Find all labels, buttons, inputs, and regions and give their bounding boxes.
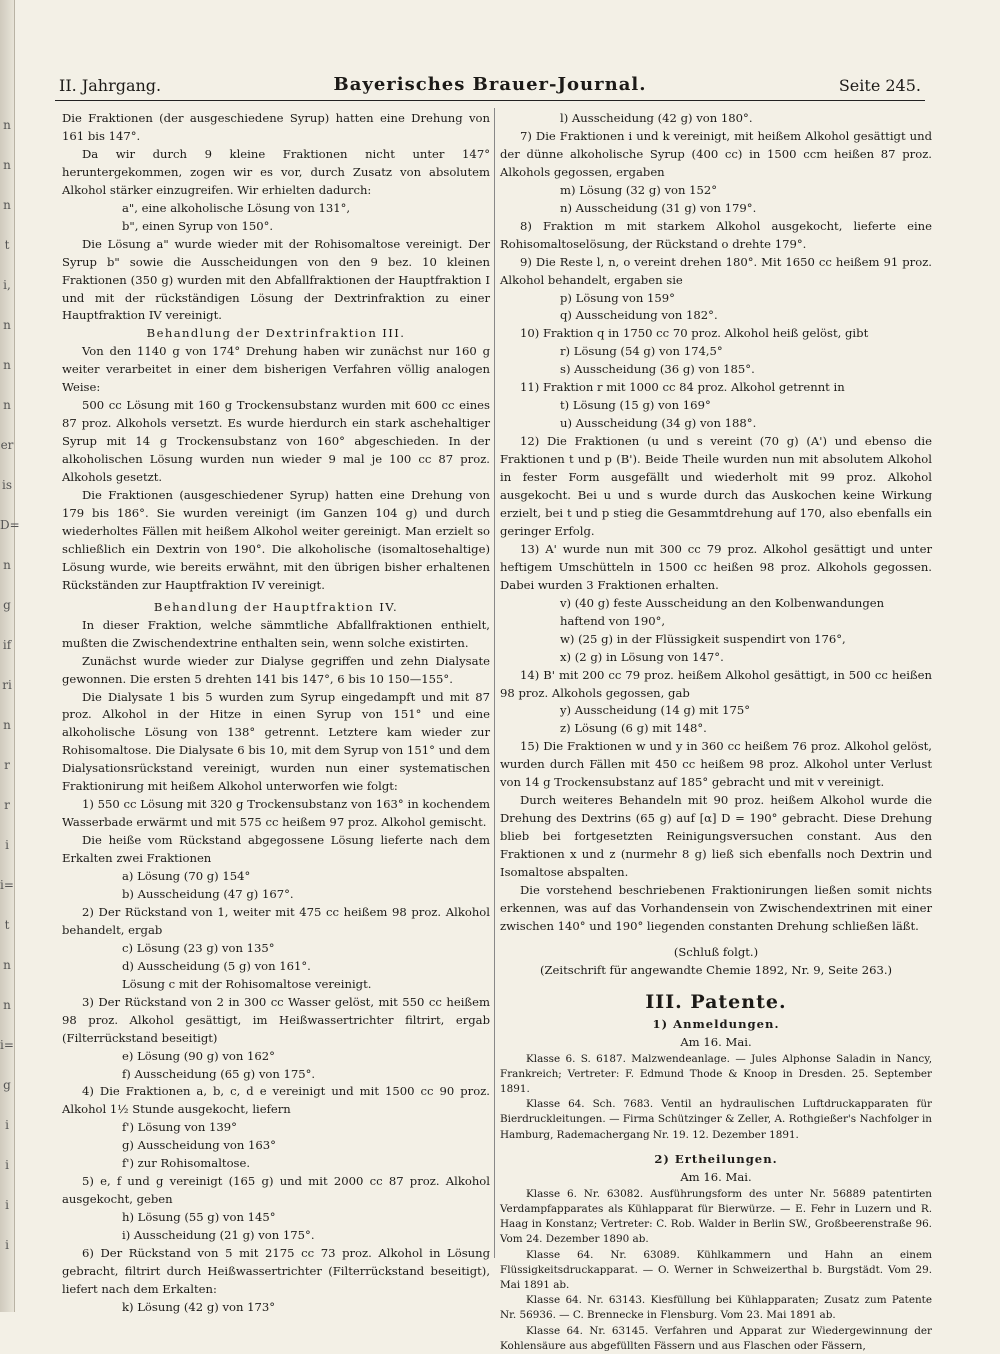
paragraph: a) Lösung (70 g) 154° bbox=[122, 869, 251, 884]
edge-fragment: i bbox=[5, 1158, 9, 1172]
adjacent-page-edge bbox=[0, 0, 20, 1312]
paragraph: p) Lösung von 159° bbox=[560, 290, 675, 305]
patent-entry: Klasse 6. Nr. 63082. Ausführungsform des unter Nr. 56889 patentirten Verdampfapparates als Kühlapparat für Bierwürze. — E. Fehr in Luzern und R. Haag in Konstanz; Vertreter: C. Rob. Walder in Berlin SW., Großbeerenstraße 96. Vom 24. Dezember 1890 ab. bbox=[500, 1187, 932, 1246]
volume-label: II. Jahrgang. bbox=[59, 76, 162, 95]
paragraph: y) Ausscheidung (14 g) mit 175° bbox=[560, 703, 751, 718]
edge-fragment: n bbox=[3, 358, 11, 372]
paragraph: a", eine alkoholische Lösung von 131°, bbox=[122, 200, 351, 215]
column-divider bbox=[494, 108, 495, 1258]
paragraph: (Schluß folgt.) bbox=[673, 944, 759, 959]
edge-fragment: er bbox=[0, 438, 14, 452]
paragraph: t) Lösung (15 g) von 169° bbox=[560, 398, 711, 413]
paragraph: x) (2 g) in Lösung von 147°. bbox=[560, 649, 724, 664]
paragraph: Die Fraktionen (ausgeschiedener Syrup) hatten eine Drehung von 179 bis 186°. Sie wurden vereinigt (im Ganzen 104 g) und durch wiederholtes Fällen mit heißem Alkohol weiter gereinigt. Man erzielt so schließlich ein Dextrin von 190°. Die alkoholische (isomaltosehaltige) Lösung wurde, wie bereits erwähnt, mit den übrigen bisher erhaltenen Rückständen zur Hauptfraktion IV vereinigt. bbox=[62, 488, 490, 592]
edge-fragment: i= bbox=[0, 1038, 14, 1052]
paragraph: c) Lösung (23 g) von 135° bbox=[122, 940, 275, 955]
patent-entry: Klasse 64. Sch. 7683. Ventil an hydraulischen Luftdruckapparaten für Bierdruckleitungen. — Firma Schützinger & Zeller, A. Rothgießer's Nachfolger in Hamburg, Rademachergang Nr. 19. 12. Dezember 1891. bbox=[500, 1098, 932, 1141]
paragraph: 12) Die Fraktionen (u und s vereint (70 g) (A') und ebenso die Fraktionen t und p (B'). Beide Theile wurden nun mit absolutem Alkohol in fester Form ausgefällt und wiederholt mit 99 proz. Alkohol ausgekocht. Bei u und s wurde durch das Auskochen keine Wirkung erzielt, bei t und p stieg die Gesammtdrehung auf 170, also ebenfalls ein geringer Erfolg. bbox=[500, 434, 932, 538]
paragraph: i) Ausscheidung (21 g) von 175°. bbox=[122, 1228, 315, 1243]
grants-date: Am 16. Mai. bbox=[680, 1169, 752, 1184]
paragraph: 14) B' mit 200 cc 79 proz. heißem Alkohol gesättigt, in 500 cc heißen 98 proz. Alkohols gegossen, gab bbox=[500, 667, 932, 700]
edge-fragment: n bbox=[3, 558, 11, 572]
paragraph: Zunächst wurde wieder zur Dialyse gegriffen und zehn Dialysate gewonnen. Die ersten 5 drehten 141 bis 147°, 6 bis 10 150—155°. bbox=[62, 653, 490, 686]
article-continuation bbox=[500, 110, 932, 980]
patent-entry: Klasse 64. Nr. 63145. Verfahren und Apparat zur Wiedergewinnung der Kohlensäure aus abgefüllten Fässern und aus Flaschen oder Fässern, bbox=[500, 1324, 932, 1352]
paragraph: Die Fraktionen (der ausgeschiedene Syrup) hatten eine Drehung von 161 bis 147°. bbox=[62, 111, 490, 143]
applications-heading: 1) Anmeldungen. bbox=[652, 1016, 780, 1031]
paragraph: d) Ausscheidung (5 g) von 161°. bbox=[122, 958, 311, 973]
edge-fragment: g bbox=[3, 598, 11, 612]
paragraph: s) Ausscheidung (36 g) von 185°. bbox=[560, 362, 755, 377]
paragraph: f) Ausscheidung (65 g) von 175°. bbox=[122, 1066, 316, 1081]
paragraph: f') zur Rohisomaltose. bbox=[122, 1156, 251, 1171]
right-column bbox=[500, 110, 932, 1354]
paragraph: w) (25 g) in der Flüssigkeit suspendirt von 176°, bbox=[560, 631, 846, 646]
paragraph: Die vorstehend beschriebenen Fraktionirungen ließen somit nichts erkennen, was auf das Vorhandensein von Zwischendextrinen mit einer zwischen 140° und 190° liegenden constanten Drehung schließen läßt. bbox=[500, 882, 932, 933]
paragraph: v) (40 g) feste Ausscheidung an den Kolbenwandungen haftend von 190°, bbox=[560, 595, 885, 628]
edge-fragment: n bbox=[3, 318, 11, 332]
paragraph: Die Dialysate 1 bis 5 wurden zum Syrup eingedampft und mit 87 proz. Alkohol in der Hitze in einen Syrup von 151° und eine alkoholische Lösung von 138° getrennt. Letztere kam wieder zur Rohisomaltose. Die Dialysate 6 bis 10, mit dem Syrup von 151° und dem Dialysationsrückstand vereinigt, wurden nun einer systematischen Fraktionirung mit heißem Alkohol unterworfen wie folgt: bbox=[62, 689, 490, 794]
section-gap bbox=[500, 980, 932, 988]
edge-fragment: n bbox=[3, 118, 11, 132]
grants-list bbox=[500, 1187, 932, 1354]
paragraph: Durch weiteres Behandeln mit 90 proz. heißem Alkohol wurde die Drehung des Dextrins (65 g) auf [α] D = 190° gebracht. Diese Drehung blieb bei fortgesetzten Reinigungsversuchen constant. Aus den Fraktionen x und z (nurmehr 8 g) ließ sich ebenfalls noch Dextrin und Isomaltose abspalten. bbox=[500, 793, 932, 880]
paragraph: 11) Fraktion r mit 1000 cc 84 proz. Alkohol getrennt in bbox=[520, 380, 845, 395]
paragraph: In dieser Fraktion, welche sämmtliche Abfallfraktionen enthielt, mußten die Zwischendextrine enthalten sein, wenn solche existirten. bbox=[62, 617, 490, 650]
patent-entry: Klasse 6. S. 6187. Malzwendeanlage. — Jules Alphonse Saladin in Nancy, Frankreich; Vertreter: F. Edmund Thode & Knoop in Dresden. 25. September 1891. bbox=[500, 1052, 932, 1096]
paragraph: n) Ausscheidung (31 g) von 179°. bbox=[560, 200, 757, 215]
patent-entry: Klasse 64. Nr. 63089. Kühlkammern und Hahn an einem Flüssigkeitsdruckapparat. — O. Werner in Schweizerthal b. Burgstädt. Vom 29. Mai 1891 ab. bbox=[500, 1248, 932, 1291]
applications-list bbox=[500, 1052, 932, 1143]
patent-entry: Klasse 64. Nr. 63143. Kiesfüllung bei Kühlapparaten; Zusatz zum Patente Nr. 56936. — C. Brennecke in Flensburg. Vom 23. Mai 1891 ab. bbox=[500, 1294, 932, 1322]
edge-fragment: i= bbox=[0, 878, 14, 892]
paragraph: 13) A' wurde nun mit 300 cc 79 proz. Alkohol gesättigt und unter heftigem Umschütteln in 1500 cc heißen 98 proz. Alkohols gegossen. Dabei wurden 3 Fraktionen erhalten. bbox=[500, 541, 932, 592]
paragraph: r) Lösung (54 g) von 174,5° bbox=[560, 344, 723, 359]
paragraph: l) Ausscheidung (42 g) von 180°. bbox=[560, 111, 753, 125]
edge-fragment: r bbox=[4, 758, 10, 772]
patents-section bbox=[500, 988, 932, 1354]
paragraph: 2) Der Rückstand von 1, weiter mit 475 cc heißem 98 proz. Alkohol behandelt, ergab bbox=[62, 904, 490, 937]
edge-fragment: is bbox=[2, 478, 12, 492]
paragraph: 6) Der Rückstand von 5 mit 2175 cc 73 proz. Alkohol in Lösung gebracht, filtrirt durch Heißwassertrichter (Filterrückstand beseitigt), liefert nach dem Erkalten: bbox=[62, 1246, 490, 1296]
page-number: Seite 245. bbox=[838, 76, 921, 95]
applications-date: Am 16. Mai. bbox=[680, 1034, 752, 1049]
paragraph: 3) Der Rückstand von 2 in 300 cc Wasser gelöst, mit 550 cc heißem 98 proz. Alkohol gesättigt, im Heißwassertrichter filtrirt, ergab (Filterrückstand beseitigt) bbox=[62, 994, 490, 1045]
edge-fragment: i bbox=[5, 1198, 9, 1212]
page-header bbox=[55, 74, 925, 101]
edge-fragment: if bbox=[2, 638, 12, 652]
paragraph: k) Lösung (42 g) von 173° bbox=[122, 1299, 276, 1314]
paragraph: 10) Fraktion q in 1750 cc 70 proz. Alkohol heiß gelöst, gibt bbox=[520, 326, 869, 341]
paragraph bbox=[500, 936, 932, 944]
paragraph: Behandlung der Hauptfraktion IV. bbox=[153, 599, 399, 614]
paragraph: u) Ausscheidung (34 g) von 188°. bbox=[560, 416, 757, 431]
paragraph: 7) Die Fraktionen i und k vereinigt, mit heißem Alkohol gesättigt und der dünne alkoholische Syrup (400 cc) in 1500 ccm heißen 87 proz. Alkohols gegossen, ergaben bbox=[500, 128, 932, 179]
edge-fragment: n bbox=[3, 158, 11, 172]
paragraph: 15) Die Fraktionen w und y in 360 cc heißem 76 proz. Alkohol gelöst, wurden durch Fällen mit 450 cc heißem 98 proz. Alkohol unter Verlust von 14 g Trockensubstanz auf 185° gebracht und mit v vereinigt. bbox=[500, 739, 932, 790]
paragraph: Behandlung der Dextrinfraktion III. bbox=[146, 326, 406, 341]
paragraph: Von den 1140 g von 174° Drehung haben wir zunächst nur 160 g weiter verarbeitet in einer dem bisherigen Verfahren völlig analogen Weise: bbox=[62, 344, 490, 395]
paragraph: 4) Die Fraktionen a, b, c, d e vereinigt und mit 1500 cc 90 proz. Alkohol 1½ Stunde ausgekocht, liefern bbox=[62, 1084, 490, 1117]
edge-fragment: r bbox=[4, 798, 10, 812]
paragraph: b) Ausscheidung (47 g) 167°. bbox=[122, 886, 294, 901]
edge-fragment: i bbox=[5, 1238, 9, 1252]
left-column bbox=[62, 110, 490, 1317]
paragraph: Die heiße vom Rückstand abgegossene Lösung lieferte nach dem Erkalten zwei Fraktionen bbox=[62, 833, 490, 866]
paragraph: Da wir durch 9 kleine Fraktionen nicht unter 147° heruntergekommen, zogen wir es vor, durch Zusatz von absolutem Alkohol stärker einzugreifen. Wir erhielten dadurch: bbox=[62, 146, 490, 197]
edge-fragment: i, bbox=[3, 278, 11, 292]
paragraph: Die Lösung a" wurde wieder mit der Rohisomaltose vereinigt. Der Syrup b" sowie die Ausscheidungen von den 9 bez. 10 kleinen Fraktionen (350 g) wurden mit den Abfallfraktionen der Hauptfraktion I und mit der rückständigen Lösung der Dextrinfraktion zu einer Hauptfraktion IV vereinigt. bbox=[62, 236, 490, 323]
edge-fragment: n bbox=[3, 998, 11, 1012]
edge-fragment: g bbox=[3, 1078, 11, 1092]
paragraph: 8) Fraktion m mit starkem Alkohol ausgekocht, lieferte eine Rohisomaltoselösung, der Rückstand o drehte 179°. bbox=[500, 218, 932, 251]
section-gap bbox=[500, 1143, 932, 1151]
paragraph: f') Lösung von 139° bbox=[122, 1120, 237, 1135]
paragraph: q) Ausscheidung von 182°. bbox=[560, 308, 718, 323]
edge-fragment: D= bbox=[0, 518, 20, 532]
paragraph: g) Ausscheidung von 163° bbox=[122, 1138, 276, 1153]
grants-heading: 2) Ertheilungen. bbox=[654, 1151, 778, 1166]
edge-fragment: t bbox=[4, 918, 10, 932]
patents-heading: III. Patente. bbox=[645, 990, 787, 1013]
edge-fragment: t bbox=[4, 238, 10, 252]
paragraph: h) Lösung (55 g) von 145° bbox=[122, 1210, 276, 1225]
paragraph: 9) Die Reste l, n, o vereint drehen 180°. Mit 1650 cc heißem 91 proz. Alkohol behandelt, ergaben sie bbox=[500, 254, 932, 287]
edge-fragment: ri bbox=[2, 678, 12, 692]
paragraph: m) Lösung (32 g) von 152° bbox=[560, 182, 718, 197]
paragraph: (Zeitschrift für angewandte Chemie 1892, Nr. 9, Seite 263.) bbox=[539, 962, 893, 977]
paragraph: 500 cc Lösung mit 160 g Trockensubstanz wurden mit 600 cc eines 87 proz. Alkohols versetzt. Es wurde hierdurch ein stark aschehaltiger Syrup mit 14 g Trockensubstanz von 160° abgeschieden. In der alkoholischen Lösung wurden nun wieder 9 mal je 100 cc 87 proz. Alkohols gesetzt. bbox=[62, 398, 490, 485]
edge-fragment: n bbox=[3, 718, 11, 732]
edge-fragment: n bbox=[3, 958, 11, 972]
paragraph: Lösung c mit der Rohisomaltose vereinigt. bbox=[122, 976, 372, 991]
edge-fragment: n bbox=[3, 398, 11, 412]
paragraph: z) Lösung (6 g) mit 148°. bbox=[560, 721, 707, 736]
paragraph: e) Lösung (90 g) von 162° bbox=[122, 1048, 275, 1063]
paragraph: b", einen Syrup von 150°. bbox=[122, 218, 274, 233]
journal-title: Bayerisches Brauer-Journal. bbox=[333, 74, 647, 95]
edge-fragment: i bbox=[5, 838, 9, 852]
edge-fragment: n bbox=[3, 198, 11, 212]
edge-fragment: i bbox=[5, 1118, 9, 1132]
paragraph: 1) 550 cc Lösung mit 320 g Trockensubstanz von 163° in kochendem Wasserbade erwärmt und mit 575 cc heißem 97 proz. Alkohol gemischt. bbox=[62, 797, 490, 830]
paragraph: 5) e, f und g vereinigt (165 g) und mit 2000 cc 87 proz. Alkohol ausgekocht, geben bbox=[62, 1174, 490, 1207]
